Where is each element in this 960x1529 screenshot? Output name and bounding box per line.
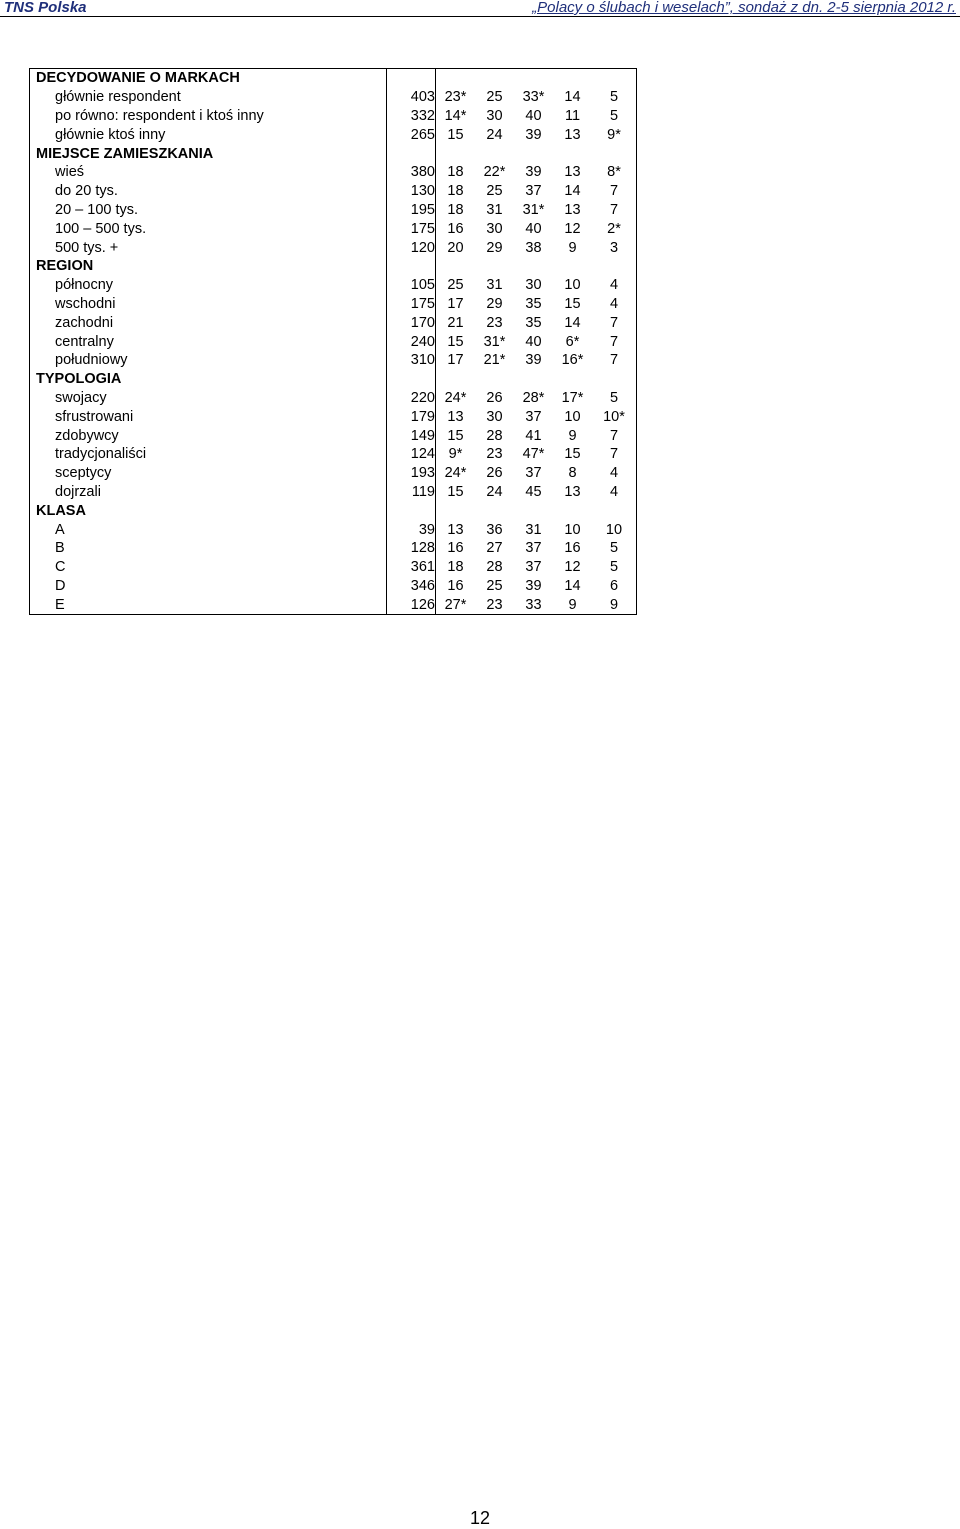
sample-size-cell: 310 xyxy=(387,351,436,370)
percent-cell: 5 xyxy=(609,559,619,576)
row-label: 500 tys. + xyxy=(55,239,119,256)
row-label: do 20 tys. xyxy=(55,183,118,200)
value-cell-empty xyxy=(592,257,637,276)
sample-size-cell: 175 xyxy=(387,219,436,238)
percent-cell: 15 xyxy=(447,333,464,350)
table-row xyxy=(30,238,637,257)
value-cell-empty xyxy=(514,69,553,88)
percent-cell: 8 xyxy=(568,465,577,482)
value-cell-empty xyxy=(514,501,553,520)
value-cell-empty xyxy=(592,370,637,389)
section-title: REGION xyxy=(36,258,94,275)
percent-cell: 10 xyxy=(605,521,623,538)
sample-size-cell: 380 xyxy=(387,163,436,182)
percent-cell: 24 xyxy=(486,483,503,500)
percent-cell: 16 xyxy=(447,220,464,237)
table-body xyxy=(30,69,637,615)
percent-cell: 18 xyxy=(447,201,464,218)
percent-cell: 7 xyxy=(609,314,619,331)
percent-cell: 13 xyxy=(564,201,581,218)
percent-cell: 4 xyxy=(609,483,619,500)
table-row xyxy=(30,539,637,558)
percent-cell: 39 xyxy=(525,577,542,594)
table-row xyxy=(30,483,637,502)
table-row xyxy=(30,125,637,144)
percent-cell: 14* xyxy=(444,107,467,124)
percent-cell: 8* xyxy=(607,164,621,181)
percent-cell: 9 xyxy=(568,427,577,444)
row-label: zachodni xyxy=(55,314,114,331)
table-row xyxy=(30,219,637,238)
row-label: dojrzali xyxy=(55,483,101,500)
row-label: północny xyxy=(55,277,114,294)
section-header-row xyxy=(30,370,637,389)
row-label: swojacy xyxy=(55,389,107,406)
results-table xyxy=(29,68,637,615)
percent-cell: 13 xyxy=(447,521,464,538)
percent-cell: 26 xyxy=(486,389,503,406)
percent-cell: 7 xyxy=(609,427,619,444)
page-header xyxy=(0,0,960,17)
percent-cell: 33* xyxy=(522,89,545,106)
value-cell-empty xyxy=(514,257,553,276)
value-cell-empty xyxy=(436,69,476,88)
percent-cell: 15 xyxy=(564,446,581,463)
percent-cell: 25 xyxy=(447,277,464,294)
percent-cell: 39 xyxy=(525,352,542,369)
percent-cell: 37 xyxy=(525,183,542,200)
n-cell-empty xyxy=(387,257,436,276)
percent-cell: 5 xyxy=(609,540,619,557)
table-row xyxy=(30,332,637,351)
percent-cell: 5 xyxy=(609,107,619,124)
percent-cell: 5 xyxy=(609,89,619,106)
value-cell-empty xyxy=(592,501,637,520)
percent-cell: 5 xyxy=(609,389,619,406)
row-label: wieś xyxy=(55,164,85,181)
section-title: TYPOLOGIA xyxy=(36,371,122,388)
sample-size-cell: 195 xyxy=(387,201,436,220)
table-row xyxy=(30,163,637,182)
percent-cell: 33 xyxy=(525,596,542,613)
brand-name: TNS Polska xyxy=(4,0,87,16)
row-label: centralny xyxy=(55,333,114,350)
percent-cell: 35 xyxy=(525,314,542,331)
percent-cell: 38 xyxy=(525,239,542,256)
sample-size-cell: 179 xyxy=(387,407,436,426)
percent-cell: 25 xyxy=(486,183,503,200)
n-cell-empty xyxy=(387,501,436,520)
percent-cell: 16 xyxy=(447,577,464,594)
n-cell-empty xyxy=(387,69,436,88)
percent-cell: 18 xyxy=(447,559,464,576)
percent-cell: 14 xyxy=(564,577,581,594)
percent-cell: 23* xyxy=(444,89,467,106)
row-label: B xyxy=(55,540,65,557)
percent-cell: 28* xyxy=(522,389,545,406)
n-cell-empty xyxy=(387,144,436,163)
value-cell-empty xyxy=(475,144,514,163)
percent-cell: 6 xyxy=(609,577,619,594)
percent-cell: 41 xyxy=(525,427,542,444)
percent-cell: 7 xyxy=(609,333,619,350)
percent-cell: 7 xyxy=(609,446,619,463)
percent-cell: 14 xyxy=(564,89,581,106)
row-label: sfrustrowani xyxy=(55,408,134,425)
percent-cell: 28 xyxy=(486,559,503,576)
percent-cell: 31* xyxy=(483,333,506,350)
sample-size-cell: 124 xyxy=(387,445,436,464)
percent-cell: 2* xyxy=(607,220,621,237)
percent-cell: 17* xyxy=(561,389,584,406)
percent-cell: 25 xyxy=(486,577,503,594)
percent-cell: 30 xyxy=(486,220,503,237)
percent-cell: 10 xyxy=(564,277,581,294)
percent-cell: 11 xyxy=(564,107,581,124)
percent-cell: 20 xyxy=(447,239,464,256)
percent-cell: 23 xyxy=(486,446,503,463)
percent-cell: 39 xyxy=(525,126,542,143)
table-row xyxy=(30,426,637,445)
percent-cell: 45 xyxy=(525,483,542,500)
sample-size-cell: 128 xyxy=(387,539,436,558)
sample-size-cell: 403 xyxy=(387,88,436,107)
value-cell-empty xyxy=(436,501,476,520)
sample-size-cell: 175 xyxy=(387,295,436,314)
section-title: DECYDOWANIE O MARKACH xyxy=(36,70,240,87)
percent-cell: 30 xyxy=(486,408,503,425)
document-title: „Polacy o ślubach i weselach”, sondaż z dn. 2-5 sierpnia 2012 r. xyxy=(532,0,956,16)
row-label: E xyxy=(55,596,65,613)
row-label: głównie ktoś inny xyxy=(55,126,166,143)
value-cell-empty xyxy=(436,144,476,163)
percent-cell: 7 xyxy=(609,183,619,200)
row-label: sceptycy xyxy=(55,465,112,482)
percent-cell: 39 xyxy=(525,164,542,181)
percent-cell: 12 xyxy=(564,220,581,237)
percent-cell: 15 xyxy=(447,483,464,500)
row-label: po równo: respondent i ktoś inny xyxy=(55,107,264,124)
table-row xyxy=(30,276,637,295)
percent-cell: 9 xyxy=(568,239,577,256)
percent-cell: 24* xyxy=(444,465,467,482)
row-label: A xyxy=(55,521,65,538)
percent-cell: 35 xyxy=(525,295,542,312)
table-row xyxy=(30,182,637,201)
row-label: zdobywcy xyxy=(55,427,119,444)
percent-cell: 47* xyxy=(522,446,545,463)
sample-size-cell: 119 xyxy=(387,483,436,502)
percent-cell: 9* xyxy=(448,446,463,463)
row-label: wschodni xyxy=(55,295,116,312)
sample-size-cell: 130 xyxy=(387,182,436,201)
percent-cell: 31 xyxy=(486,277,503,294)
sample-size-cell: 220 xyxy=(387,389,436,408)
percent-cell: 22* xyxy=(483,164,506,181)
sample-size-cell: 105 xyxy=(387,276,436,295)
page-number: 12 xyxy=(469,1508,491,1528)
row-label: głównie respondent xyxy=(55,89,181,106)
value-cell-empty xyxy=(592,144,637,163)
percent-cell: 10* xyxy=(603,408,625,425)
percent-cell: 27* xyxy=(444,596,467,613)
percent-cell: 9* xyxy=(607,126,621,143)
percent-cell: 14 xyxy=(564,314,581,331)
row-label: 100 – 500 tys. xyxy=(55,220,147,237)
percent-cell: 40 xyxy=(525,220,542,237)
percent-cell: 36 xyxy=(486,521,503,538)
percent-cell: 3 xyxy=(609,239,619,256)
percent-cell: 26 xyxy=(486,465,503,482)
value-cell-empty xyxy=(553,144,592,163)
percent-cell: 31 xyxy=(486,201,503,218)
section-header-row xyxy=(30,257,637,276)
percent-cell: 37 xyxy=(525,408,542,425)
section-header-row xyxy=(30,501,637,520)
percent-cell: 37 xyxy=(525,540,542,557)
percent-cell: 37 xyxy=(525,559,542,576)
value-cell-empty xyxy=(475,257,514,276)
value-cell-empty xyxy=(553,257,592,276)
value-cell-empty xyxy=(514,144,553,163)
table-row xyxy=(30,445,637,464)
percent-cell: 31* xyxy=(522,201,545,218)
sample-size-cell: 240 xyxy=(387,332,436,351)
percent-cell: 17 xyxy=(447,352,464,369)
section-title: MIEJSCE ZAMIESZKANIA xyxy=(36,145,214,162)
sample-size-cell: 265 xyxy=(387,125,436,144)
percent-cell: 16 xyxy=(447,540,464,557)
table-row xyxy=(30,558,637,577)
percent-cell: 4 xyxy=(609,277,619,294)
percent-cell: 13 xyxy=(447,408,464,425)
table-row xyxy=(30,407,637,426)
table-row xyxy=(30,313,637,332)
table-row xyxy=(30,201,637,220)
table-row xyxy=(30,595,637,614)
percent-cell: 23 xyxy=(486,596,503,613)
percent-cell: 29 xyxy=(486,295,503,312)
sample-size-cell: 126 xyxy=(387,595,436,614)
value-cell-empty xyxy=(553,370,592,389)
sample-size-cell: 170 xyxy=(387,313,436,332)
value-cell-empty xyxy=(553,69,592,88)
table-row xyxy=(30,464,637,483)
percent-cell: 24* xyxy=(444,389,467,406)
sample-size-cell: 361 xyxy=(387,558,436,577)
table-row xyxy=(30,389,637,408)
n-cell-empty xyxy=(387,370,436,389)
row-label: C xyxy=(55,559,66,576)
percent-cell: 15 xyxy=(447,427,464,444)
value-cell-empty xyxy=(436,257,476,276)
value-cell-empty xyxy=(436,370,476,389)
value-cell-empty xyxy=(475,69,514,88)
percent-cell: 17 xyxy=(447,295,464,312)
table-row xyxy=(30,577,637,596)
percent-cell: 21* xyxy=(483,352,506,369)
value-cell-empty xyxy=(514,370,553,389)
percent-cell: 40 xyxy=(525,333,542,350)
section-title: KLASA xyxy=(36,502,86,519)
percent-cell: 9 xyxy=(568,596,577,613)
row-label: D xyxy=(55,577,66,594)
sample-size-cell: 346 xyxy=(387,577,436,596)
value-cell-empty xyxy=(475,501,514,520)
section-header-row xyxy=(30,69,637,88)
percent-cell: 14 xyxy=(564,183,581,200)
percent-cell: 23 xyxy=(486,314,503,331)
percent-cell: 30 xyxy=(486,107,503,124)
sample-size-cell: 193 xyxy=(387,464,436,483)
section-header-row xyxy=(30,144,637,163)
table-row xyxy=(30,295,637,314)
percent-cell: 24 xyxy=(486,126,503,143)
value-cell-empty xyxy=(592,69,637,88)
percent-cell: 15 xyxy=(564,295,581,312)
percent-cell: 4 xyxy=(609,465,619,482)
percent-cell: 27 xyxy=(486,540,503,557)
percent-cell: 13 xyxy=(564,164,581,181)
sample-size-cell: 120 xyxy=(387,238,436,257)
percent-cell: 28 xyxy=(486,427,503,444)
percent-cell: 13 xyxy=(564,126,581,143)
percent-cell: 25 xyxy=(486,89,503,106)
percent-cell: 7 xyxy=(609,201,619,218)
row-label: tradycjonaliści xyxy=(55,446,147,463)
percent-cell: 7 xyxy=(609,352,619,369)
percent-cell: 30 xyxy=(525,277,542,294)
percent-cell: 18 xyxy=(447,183,464,200)
table-row xyxy=(30,107,637,126)
sample-size-cell: 39 xyxy=(387,520,436,539)
percent-cell: 16 xyxy=(564,540,581,557)
sample-size-cell: 332 xyxy=(387,107,436,126)
sample-size-cell: 149 xyxy=(387,426,436,445)
row-label: południowy xyxy=(55,352,128,369)
percent-cell: 6* xyxy=(565,333,580,350)
percent-cell: 12 xyxy=(564,559,581,576)
percent-cell: 15 xyxy=(447,126,464,143)
value-cell-empty xyxy=(553,501,592,520)
row-label: 20 – 100 tys. xyxy=(55,201,139,218)
percent-cell: 18 xyxy=(447,164,464,181)
value-cell-empty xyxy=(475,370,514,389)
percent-cell: 37 xyxy=(525,465,542,482)
table-row xyxy=(30,520,637,539)
percent-cell: 16* xyxy=(561,352,584,369)
percent-cell: 13 xyxy=(564,483,581,500)
percent-cell: 9 xyxy=(609,596,619,613)
percent-cell: 29 xyxy=(486,239,503,256)
percent-cell: 40 xyxy=(525,107,542,124)
table-row xyxy=(30,88,637,107)
percent-cell: 21 xyxy=(447,314,464,331)
percent-cell: 10 xyxy=(564,408,581,425)
percent-cell: 4 xyxy=(609,295,619,312)
percent-cell: 31 xyxy=(525,521,542,538)
percent-cell: 10 xyxy=(564,521,581,538)
table-row xyxy=(30,351,637,370)
